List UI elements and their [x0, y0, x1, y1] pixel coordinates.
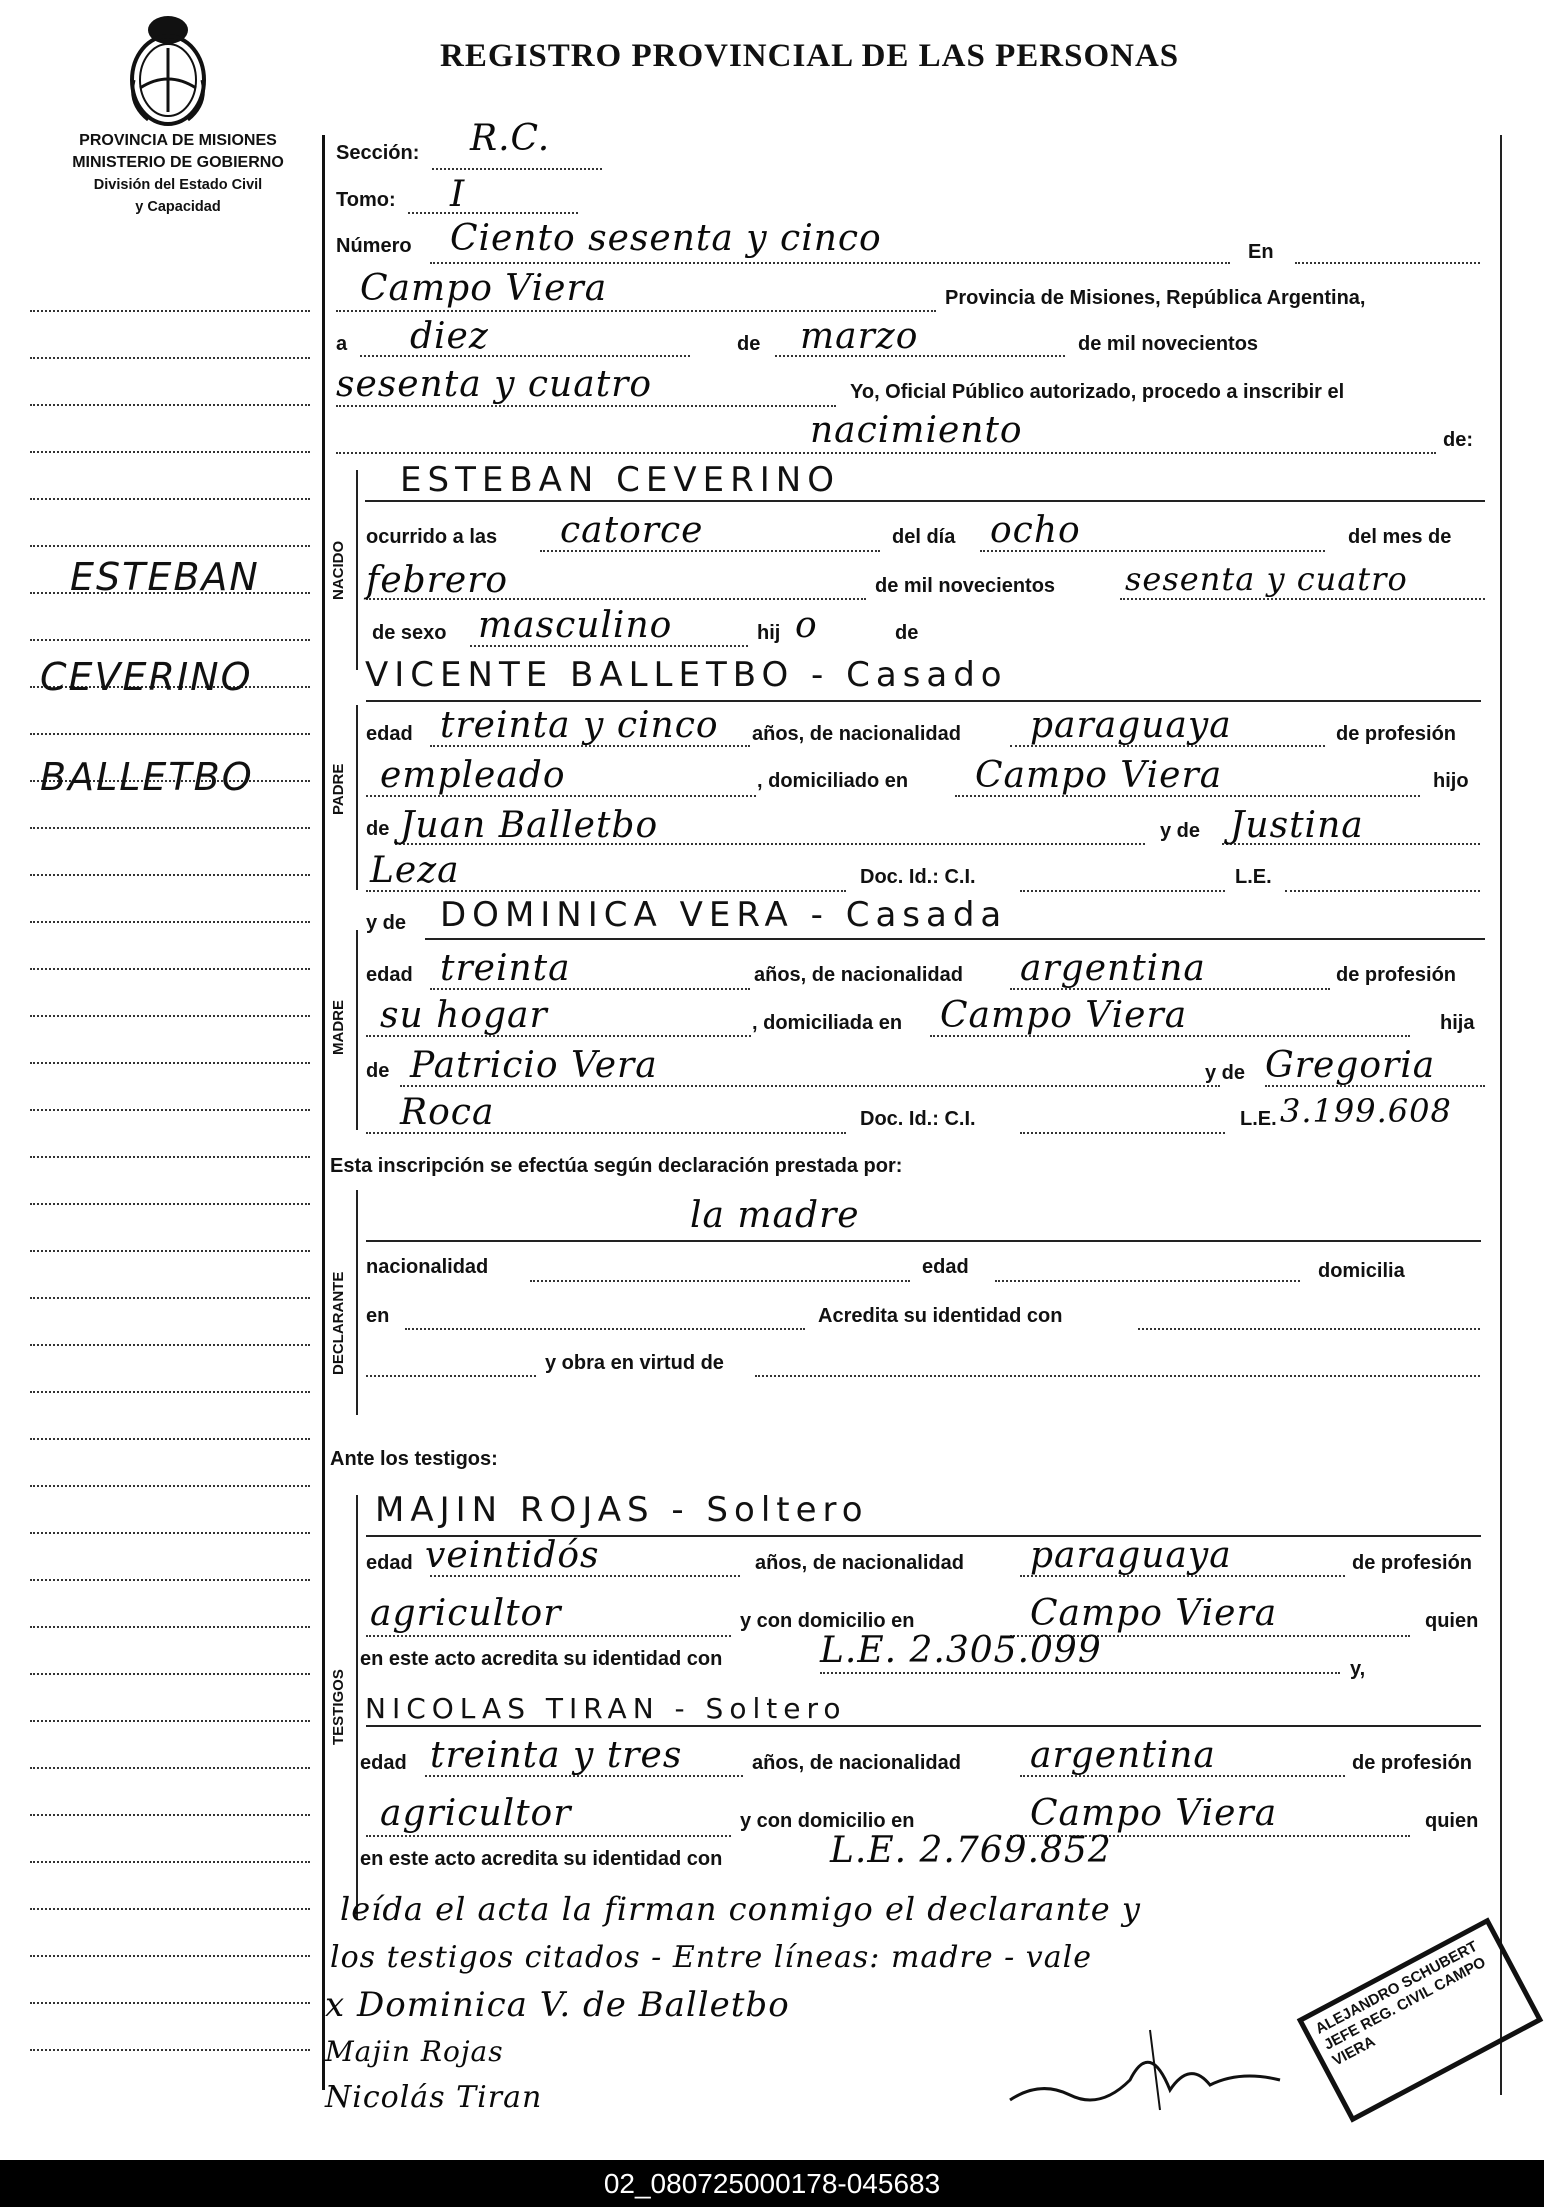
value-madre-padre: Patricio Vera	[410, 1045, 658, 1086]
value-t2-nac: argentina	[1030, 1735, 1216, 1776]
margin-rule-line	[30, 639, 310, 641]
value-hora: catorce	[560, 510, 704, 551]
label-testigos: Ante los testigos:	[330, 1448, 498, 1470]
value-hij-suffix: o	[795, 605, 818, 646]
label-anos-nac-t1: años, de nacionalidad	[755, 1552, 964, 1574]
value-lugar: Campo Viera	[360, 268, 608, 309]
value-mes: marzo	[800, 316, 919, 357]
margin-rule-line	[30, 498, 310, 500]
margin-name-1: ESTEBAN	[70, 555, 260, 599]
label-inscripcion: Esta inscripción se efectúa según declaración prestada por:	[330, 1155, 903, 1177]
label-mil-novecientos: de mil novecientos	[1078, 333, 1259, 355]
label-acredita-t2: en este acto acredita su identidad con	[360, 1848, 723, 1870]
field-line-en	[1295, 262, 1480, 264]
field-line-obra-pre	[366, 1375, 536, 1377]
label-profesion-t2: de profesión	[1352, 1752, 1473, 1774]
field-line-doc-t1	[820, 1672, 1340, 1674]
section-label-testigos: TESTIGOS	[330, 1669, 347, 1745]
field-line-anio	[336, 405, 836, 407]
form-left-border	[322, 135, 325, 2090]
field-line-seccion	[432, 168, 602, 170]
label-hija: hija	[1440, 1012, 1475, 1034]
value-dia-nac: ocho	[990, 510, 1081, 551]
closing-line-1: leída el acta la firman conmigo el declarante y	[340, 1890, 1141, 1928]
official-stamp	[1295, 1915, 1544, 2124]
margin-rule-line	[30, 1062, 310, 1064]
value-t1-nac: paraguaya	[1030, 1535, 1232, 1576]
margin-rule-line	[30, 1109, 310, 1111]
margin-rule-line	[30, 1015, 310, 1017]
value-t1-prof: agricultor	[370, 1593, 562, 1634]
label-hij: hij	[757, 622, 781, 644]
margin-name-3: BALLETBO	[40, 755, 254, 799]
label-domiciliada: , domiciliada en	[752, 1012, 903, 1034]
label-en: En	[1248, 241, 1274, 263]
label-edad-t1: edad	[366, 1552, 413, 1574]
label-anos-nac-madre: años, de nacionalidad	[754, 964, 963, 986]
margin-rule-line	[30, 1720, 310, 1722]
value-sexo: masculino	[478, 605, 673, 646]
label-y-de-padre: y de	[1160, 820, 1201, 842]
section-label-madre: MADRE	[330, 1000, 347, 1055]
value-padre-madre: Justina	[1230, 805, 1364, 846]
value-madre-nombre: DOMINICA VERA - Casada	[440, 895, 1008, 935]
label-acredita: Acredita su identidad con	[818, 1305, 1063, 1327]
margin-rule-line	[30, 874, 310, 876]
value-t2-doc: L.E. 2.769.852	[830, 1830, 1112, 1871]
label-doc-id-madre: Doc. Id.: C.I.	[860, 1108, 976, 1130]
value-t1-doc: L.E. 2.305.099	[820, 1630, 1102, 1671]
margin-rule-line	[30, 2049, 310, 2051]
provincial-crest	[118, 8, 218, 130]
value-padre-nombre: VICENTE BALLETBO - Casado	[365, 655, 1008, 695]
label-quien-t1: quien	[1425, 1610, 1479, 1632]
label-edad-t2: edad	[360, 1752, 407, 1774]
label-de-mil-nov: de mil novecientos	[875, 575, 1056, 597]
field-line-tomo	[408, 212, 578, 214]
label-con-dom-t1: y con domicilio en	[740, 1610, 915, 1632]
field-line-prof-t2	[366, 1835, 731, 1837]
label-en-decl: en	[366, 1305, 390, 1327]
margin-rule-line	[30, 357, 310, 359]
value-testigo2: NICOLAS TIRAN - Soltero	[365, 1692, 847, 1725]
issuing-organization	[28, 130, 328, 218]
document-title: REGISTRO PROVINCIAL DE LAS PERSONAS	[440, 38, 1180, 74]
label-le-padre: L.E.	[1235, 866, 1272, 888]
margin-rule-line	[30, 1438, 310, 1440]
field-line-numero	[430, 262, 1230, 264]
padre-section-rule	[356, 705, 358, 890]
label-y-de-madre-2: y de	[1205, 1062, 1246, 1084]
margin-rule-line	[30, 1814, 310, 1816]
value-madre-edad: treinta	[440, 948, 571, 989]
label-de-2: de	[895, 622, 919, 644]
closing-line-2: los testigos citados - Entre líneas: madre - vale	[330, 1940, 1092, 1975]
section-label-padre: PADRE	[330, 763, 347, 815]
margin-rule-line	[30, 1955, 310, 1957]
margin-rule-line	[30, 1532, 310, 1534]
value-t2-dom: Campo Viera	[1030, 1793, 1278, 1834]
label-de-colon: de:	[1443, 429, 1473, 451]
label-nacionalidad-decl: nacionalidad	[366, 1256, 489, 1278]
value-madre-le: 3.199.608	[1280, 1092, 1452, 1130]
margin-rule-line	[30, 1626, 310, 1628]
margin-rule-line	[30, 1250, 310, 1252]
value-padre-nac: paraguaya	[1030, 705, 1232, 746]
nacido-section-rule	[356, 470, 358, 670]
value-mes-nac: febrero	[366, 560, 509, 601]
label-obra: y obra en virtud de	[545, 1352, 724, 1374]
declarante-section-rule	[356, 1190, 358, 1415]
value-madre-dom: Campo Viera	[940, 995, 1188, 1036]
signature-testigo-1: Majin Rojas	[325, 2035, 504, 2068]
org-line-2: MINISTERIO DE GOBIERNO	[72, 154, 284, 171]
label-oficial: Yo, Oficial Público autorizado, procedo a inscribir el	[850, 381, 1345, 403]
label-profesion-padre: de profesión	[1336, 723, 1457, 745]
value-dia: diez	[410, 316, 489, 357]
label-edad-madre: edad	[366, 964, 413, 986]
field-line-en-decl	[405, 1328, 805, 1330]
label-a: a	[336, 333, 348, 355]
label-domiciliado: , domiciliado en	[757, 770, 909, 792]
value-madre-madre-2: Roca	[400, 1092, 495, 1133]
label-numero: Número	[336, 235, 412, 257]
margin-rule-line	[30, 827, 310, 829]
field-line-madre	[425, 938, 1485, 940]
field-line-le-padre	[1285, 890, 1480, 892]
margin-rule-line	[30, 968, 310, 970]
label-seccion: Sección:	[336, 142, 420, 164]
value-padre-prof: empleado	[380, 755, 566, 796]
value-anio: sesenta y cuatro	[336, 364, 653, 405]
margin-rule-line	[30, 1485, 310, 1487]
field-line-nombre	[365, 500, 1485, 502]
org-line-1: PROVINCIA DE MISIONES	[79, 132, 277, 149]
margin-rule-line	[30, 1391, 310, 1393]
field-line-anio-nac	[1120, 598, 1485, 600]
label-le-madre: L.E.	[1240, 1108, 1277, 1130]
label-ocurrido: ocurrido a las	[366, 526, 498, 548]
label-anos-nac-padre: años, de nacionalidad	[752, 723, 961, 745]
margin-rule-line	[30, 921, 310, 923]
margin-rule-line	[30, 1908, 310, 1910]
margin-rule-line	[30, 2002, 310, 2004]
value-seccion: R.C.	[470, 118, 551, 159]
signature-declarante: x Dominica V. de Balletbo	[325, 1985, 790, 2025]
field-line-prof-t1	[366, 1635, 731, 1637]
field-line-ci-madre	[1020, 1132, 1225, 1134]
field-line-edad-decl	[995, 1280, 1300, 1282]
form-right-border	[1500, 135, 1502, 2095]
section-label-nacido: NACIDO	[330, 540, 347, 600]
label-doc-id-padre: Doc. Id.: C.I.	[860, 866, 976, 888]
label-domicilia: domicilia	[1318, 1260, 1405, 1282]
value-madre-nac: argentina	[1020, 948, 1206, 989]
label-profesion-t1: de profesión	[1352, 1552, 1473, 1574]
stamp-text: ALEJANDRO SCHUBERT JEFE REG. CIVIL CAMPO VIERA	[1312, 1937, 1489, 2070]
field-line-nac-decl	[530, 1280, 910, 1282]
value-tomo: I	[450, 174, 466, 215]
field-line-ci-padre	[1020, 890, 1225, 892]
value-t2-edad: treinta y tres	[430, 1735, 683, 1776]
signature-testigo-2: Nicolás Tiran	[325, 2080, 543, 2115]
label-con-dom-t2: y con domicilio en	[740, 1810, 915, 1832]
field-line-padre	[366, 700, 1481, 702]
value-nombre: ESTEBAN CEVERINO	[400, 460, 840, 500]
label-provincia: Provincia de Misiones, República Argentina,	[945, 287, 1366, 309]
label-de-padre-padre: de	[366, 818, 390, 840]
margin-rule-line	[30, 1767, 310, 1769]
org-line-4: y Capacidad	[135, 199, 221, 215]
margin-rule-line	[30, 1344, 310, 1346]
margin-rule-line	[30, 1156, 310, 1158]
field-line-testigo2	[366, 1725, 1481, 1727]
margin-rule-line	[30, 1861, 310, 1863]
label-profesion-madre: de profesión	[1336, 964, 1457, 986]
margin-rule-line	[30, 1579, 310, 1581]
label-acredita-t1: en este acto acredita su identidad con	[360, 1648, 723, 1670]
value-t1-dom: Campo Viera	[1030, 1593, 1278, 1634]
org-line-3: División del Estado Civil	[93, 177, 263, 193]
value-acto: nacimiento	[810, 410, 1023, 451]
testigos-section-rule	[356, 1495, 358, 1920]
value-t2-prof: agricultor	[380, 1793, 572, 1834]
margin-rule-line	[30, 545, 310, 547]
margin-rule-line	[30, 1297, 310, 1299]
label-de-madre-padre: de	[366, 1060, 390, 1082]
value-anio-nac: sesenta y cuatro	[1125, 560, 1408, 598]
field-line-obra	[755, 1375, 1480, 1377]
margin-rule-line	[30, 404, 310, 406]
value-padre-madre-2: Leza	[370, 850, 460, 891]
label-del-dia: del día	[892, 526, 956, 548]
value-padre-padre: Juan Balletbo	[400, 805, 659, 846]
label-edad-padre: edad	[366, 723, 413, 745]
field-line-acredita	[1138, 1328, 1480, 1330]
value-declarante: la madre	[690, 1195, 860, 1236]
label-de: de	[737, 333, 761, 355]
margin-rule-line	[30, 451, 310, 453]
value-madre-madre: Gregoria	[1265, 1045, 1436, 1086]
label-y-de-madre: y de	[366, 912, 407, 934]
label-tomo: Tomo:	[336, 189, 396, 211]
margin-rule-line	[30, 310, 310, 312]
field-line-acto	[336, 452, 1436, 454]
label-hijo: hijo	[1433, 770, 1469, 792]
label-anos-nac-t2: años, de nacionalidad	[752, 1752, 961, 1774]
label-quien-t2: quien	[1425, 1810, 1479, 1832]
label-sexo: de sexo	[372, 622, 447, 644]
document-id-footer: 02_080725000178-045683	[0, 2160, 1544, 2207]
official-signature	[1000, 2020, 1300, 2125]
margin-rule-line	[30, 733, 310, 735]
field-line-declarante	[366, 1240, 1481, 1242]
margin-rule-line	[30, 1673, 310, 1675]
label-y-comma: y,	[1350, 1658, 1366, 1680]
value-numero: Ciento sesenta y cinco	[450, 218, 882, 259]
value-testigo1: MAJIN ROJAS - Soltero	[375, 1490, 869, 1530]
value-madre-prof: su hogar	[380, 995, 548, 1036]
value-padre-edad: treinta y cinco	[440, 705, 719, 746]
value-t1-edad: veintidós	[425, 1535, 600, 1576]
madre-section-rule	[356, 930, 358, 1130]
section-label-declarante: DECLARANTE	[330, 1271, 347, 1375]
margin-rule-line	[30, 1203, 310, 1205]
field-line-lugar	[336, 310, 936, 312]
label-del-mes: del mes de	[1348, 526, 1452, 548]
value-padre-dom: Campo Viera	[975, 755, 1223, 796]
label-edad-decl: edad	[922, 1256, 969, 1278]
margin-name-2: CEVERINO	[40, 655, 253, 699]
